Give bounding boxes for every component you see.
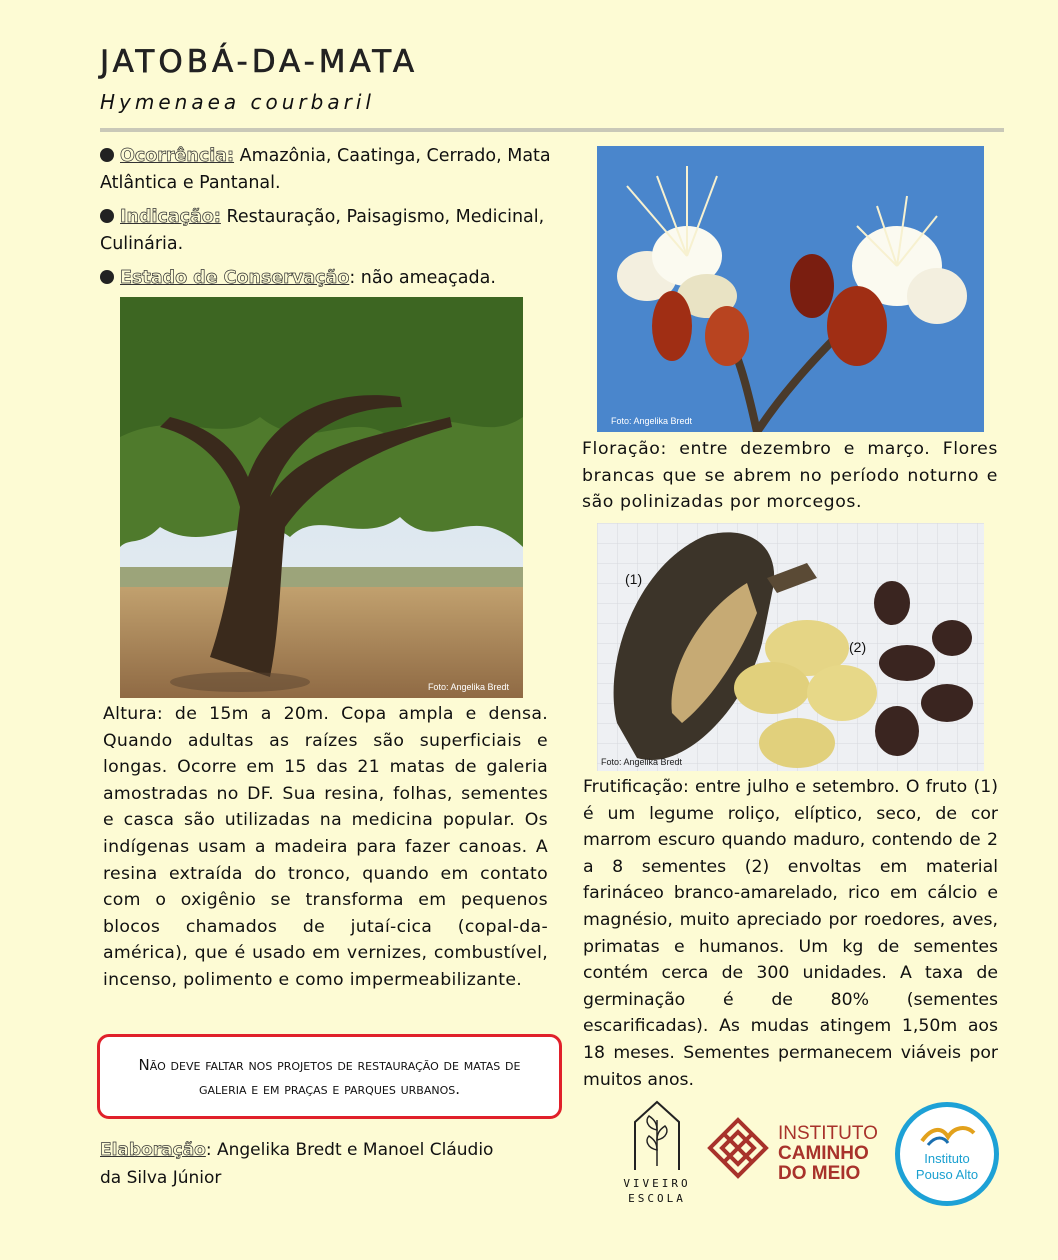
tree-photo	[120, 297, 523, 698]
fruiting-description: Frutificação: entre julho e setembro. O fruto (1) é um legume roliço, elíptico, seco, de cor marrom escuro quando maduro, contendo de 2 a 8 sementes (2) envoltas em material farináceo branco-amarelado, rico em cálcio e magnésio, muito apreciado por roedores, aves, primatas e humanos. Um kg de sementes contém cerca de 300 unidades. A taxa de germinação é de 80% (sementes escarificadas). As mudas atingem 1,50m aos 18 meses. Sementes permanecem viáveis por muitos anos.	[583, 777, 998, 1090]
bullet-text: Amazônia, Caatinga, Cerrado, Mata Atlântica e Pantanal.	[100, 146, 551, 193]
bullet-key: Ocorrência:	[120, 146, 235, 166]
bullet-dot-icon	[100, 148, 114, 162]
photo-credit: Foto: Angelika Bredt	[601, 757, 683, 767]
caminho-line-3: DO MEIO	[778, 1163, 861, 1184]
callout-text: Não deve faltar nos projetos de restauração de matas de galeria e em praças e parques urbanos.	[138, 1055, 521, 1098]
birds-icon	[918, 1121, 978, 1151]
bullet-occurrence	[100, 143, 580, 197]
instituto-caminho-do-meio-logo	[706, 1112, 886, 1202]
bullet-conservation	[100, 265, 580, 292]
endless-knot-icon	[706, 1116, 770, 1196]
tree-description: Altura: de 15m a 20m. Copa ampla e densa. Quando adultas as raízes são superficiais e longas. Ocorre em 15 das 21 matas de galeria amostradas no DF. Sua resina, folhas, sementes e casca são utilizadas na medicina popular. Os indígenas usam a madeira para fazer canoas. A resina extraída do tronco, quando em contato com o oxigênio se transforma em pequenos blocos chamados de jutaí-cica (copal-da-américa), que é usado em vernizes, combustível, incenso, polimento e como impermeabilizante.	[103, 704, 548, 990]
pouso-text	[900, 1151, 994, 1183]
bullet-text: : não ameaçada.	[349, 268, 496, 288]
header-divider	[100, 128, 1004, 132]
fruit-label: (1)	[625, 571, 643, 587]
flowering-description: Floração: entre dezembro e março. Flores brancas que se abrem no período noturno e são polinizadas por morcegos.	[582, 439, 998, 513]
page-title: JATOBÁ-DA-MATA	[100, 44, 419, 80]
fruit-photo	[597, 523, 984, 771]
viveiro-label-1: VIVEIRO	[623, 1177, 691, 1190]
plant-house-icon	[631, 1100, 683, 1172]
recommendation-callout	[97, 1034, 562, 1119]
bullet-key: Estado de Conservação	[120, 268, 350, 288]
bullet-dot-icon	[100, 270, 114, 284]
caminho-line-1: INSTITUTO	[778, 1123, 878, 1144]
pouso-line-1: Instituto	[924, 1151, 970, 1166]
instituto-pouso-alto-logo	[895, 1102, 999, 1206]
bullet-text: Restauração, Paisagismo, Medicinal, Culinária.	[100, 207, 545, 254]
bullet-indication	[100, 204, 580, 258]
scientific-name: Hymenaea courbaril	[100, 90, 375, 114]
caminho-text	[778, 1124, 878, 1184]
credits-text: : Angelika Bredt e Manoel Cláudio da Silva Júnior	[100, 1140, 494, 1188]
credits-key: Elaboração	[100, 1140, 206, 1160]
photo-credit: Foto: Angelika Bredt	[611, 416, 693, 426]
photo-credit: Foto: Angelika Bredt	[427, 682, 509, 692]
bullet-key: Indicação:	[120, 207, 221, 227]
caminho-line-2: CAMINHO	[778, 1143, 869, 1164]
pouso-line-2: Pouso Alto	[915, 1167, 979, 1182]
viveiro-label-2: ESCOLA	[628, 1192, 686, 1205]
seed-label: (2)	[849, 639, 867, 655]
viveiro-escola-logo	[622, 1100, 692, 1210]
flower-photo	[597, 146, 984, 432]
info-bullets	[100, 143, 580, 299]
authors-credit	[100, 1136, 520, 1192]
bullet-dot-icon	[100, 209, 114, 223]
